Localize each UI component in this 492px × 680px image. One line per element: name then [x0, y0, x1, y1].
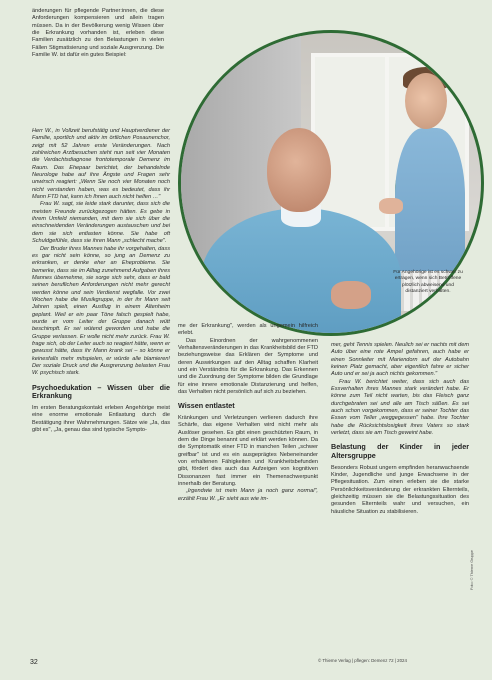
- column-3: [331, 342, 469, 516]
- col3-paragraph-3: Besonders Robust ungern empfinden heranwachsende Kinder, Jugendliche und junge Erwachsene in der Pflegesituation. Zum einen erleben sie die starke Persönlichkeitsveränderung der erkrankten Elternteils, gleichzeitig müssen sie die Belastungssituation des gesunden Elternteils wahr und versuchen, ein häusliche Situation zu stabilisieren.: [331, 464, 469, 515]
- col3-paragraph-2: Frau W. berichtet weiter, dass sich auch das Essverhalten ihres Mannes stark verändert habe. Er könne zum Teil nicht warten, bis das Fleisch ganz durchgebraten sei und alle am Tisch säßen. Es sei auch schon vorgekommen, dass er seiner Tochter das Essen vom Teller „weggegessen" habe. Ihre Tochter habe die Rücksichtslosigkeit ihres Vaters so stark verletzt, dass sie am Tisch geweint habe.: [331, 378, 469, 437]
- copyright-line: © Thieme Verlag | pflegen: Demenz 72 | 2024: [318, 658, 407, 663]
- psychoeducation-paragraph: Im ersten Beratungskontakt erleben Angehörige meist eine enorme emotionale Entlastung durch die Bestätigung ihrer Wahrnehmungen. Sätze wie „Ja, das gibt es", „Ja, genau das sind typische Sympto-: [32, 404, 170, 433]
- col3-paragraph-1: mer, geht Tennis spielen. Neulich sei er nachts mit dem Auto über eine rote Ampel gefahren, auch habe er einen Sonnleiter mit Mariendorn auf der Autobahn keinen Platz gemacht, aber eigentlich fahre er sicher Auto und er sei ja auch nichts gekommen.": [331, 342, 469, 378]
- photo-credit: Foto: © Thieme Gruppe: [470, 550, 474, 590]
- section-heading-kinder: Belastung der Kinder in jeder Altersgruppe: [331, 442, 469, 461]
- case-paragraph-1: Herr W., in Vollzeit berufstätig und Hauptverdiener der Familie, sportlich und aktiv im örtlichen Posaunenchor, zeigt mit 52 Jahren erste Veränderungen. Nach zahlreichen Arztbesuchen steht nun seit vier Monaten die Verdachtsdiagnose frontotemporale Demenz im Raum. Das Ehepaar berichtet, der behandelnde Neurologe habe auf ihre Ängste und Fragen sehr unwirsch reagiert: „Wenn Sie noch vier Monaten noch nicht verstanden haben, was es bedeutet, dass ihr Mann FTD hat, kann ich Ihnen auch nicht helfen …": [32, 128, 170, 201]
- case-paragraph-3: Der Bruder ihres Mannes habe ihr vorgehalten, dass es gar nicht sein könne, so jung an Demenz zu erkranken, er denke eher an Eheprobleme. Sie bemerke, dass sie im Alltag zunehmend Aufgaben ihres Mannes übernehme, sie sorge sich sehr, dass er bald seinen beruflichen Anforderungen nicht mehr gerecht werden könne und sein Verdienst wegfalle. Vor zwei Wochen habe die Musikgruppe, in der ihr Mann seit Jahren spielt, einen Ausflug in einem Altenheim geplant. Weil er ein paar Töne falsch gespielt habe, wurde er vom Leiter der Gruppe danach wütt beschimpft. Er sei wütend geworden und habe die Gruppe verlassen. Er wolle nicht mehr zurück. Frau W. frage sich, ob der Leiter auch so reagiert hätte, wenn er gewusst hätte, dass ihr Mann krank sei – so könne er keinesfalls mehr mitspielen, er würde alle blamieren! Der soziale Druck und die Ausgrenzung belasten Frau W. psychisch stark.: [32, 245, 170, 377]
- col2-paragraph-4: „Irgendwie ist mein Mann ja noch ganz normal", erzählt Frau W. „Er sieht aus wie im-: [178, 488, 318, 502]
- col2-paragraph-1: me der Erkrankung", werden als ungemein hilfreich erlebt.: [178, 323, 318, 337]
- case-paragraph-2: Frau W. sagt, sie leide stark darunter, dass sich die meisten Freunde zurückgezogen hätten. Es gebe in ihrem Umfeld niemanden, mit dem sie sich über die einschneidenden Veränderungen austauschen und bei dem sie sich entlasten könne. Sie habe oft Schuldgefühle, dass sie ihren Mann „schlecht mache".: [32, 201, 170, 245]
- col2-paragraph-3: Kränkungen und Verletzungen verlieren dadurch ihre Schärfe, das eigene Verhalten wird nicht mehr als Auslöser gesehen. Es gibt einen geschützten Raum, in dem die Dinge benannt und erklärt werden können. Da die Symptomatik einer FTD in manchen Teilen „schwer greifbar" ist und es ein ausgeprägtes Nebeneinander von erhaltenen Fähigkeiten und Krankheitsbefunden gibt, fördert dies auch das Aufzeigen von kognitiven Dissonanzen fast immer ein Themenschwerpunkt innerhalb der Beratung.: [178, 415, 318, 488]
- photo-caption: Für Angehörige ist es schwer zu ertragen, wenn sich Betroffene plötzlich abweisend und distanziert verhalten.: [393, 270, 463, 295]
- older-man-figure: [201, 208, 401, 336]
- col2-paragraph-2: Das Einordnen der wahrgenommenen Verhaltensveränderungen in das Krankheitsbild der FTD beziehungsweise das Erklären der Symptome und deren Auswirkungen auf den Alltag schaffen Klarheit und ein Verständnis für die Erkrankung. Das Erkennen und die Zuordnung der Symptome bilden die Grundlage für eine innere emotionale Distanzierung und helfen, das Verhalten nicht persönlich auf sich zu beziehen.: [178, 337, 318, 396]
- intro-paragraph: änderungen für pflegende Partner:innen, die diese Anforderungen kompensieren und allein tragen müssen. Da in der Bevölkerung wenig Wissen über die Erkrankung vorhanden ist, erleben diese Familien zusätzlich zu den Belastungen in vielen Fällen Stigmatisierung und soziale Ausgrenzung. Die Familie W. ist dafür ein gutes Beispiel:: [32, 8, 164, 59]
- section-heading-wissen-entlastet: Wissen entlastet: [178, 401, 235, 411]
- column-1-intro: [32, 8, 164, 59]
- column-2: [178, 323, 318, 503]
- page-number: 32: [30, 659, 38, 666]
- column-1-case-story: [32, 128, 170, 434]
- section-heading-psychoeducation: Psychoedukation – Wissen über die Erkrankung: [32, 382, 170, 401]
